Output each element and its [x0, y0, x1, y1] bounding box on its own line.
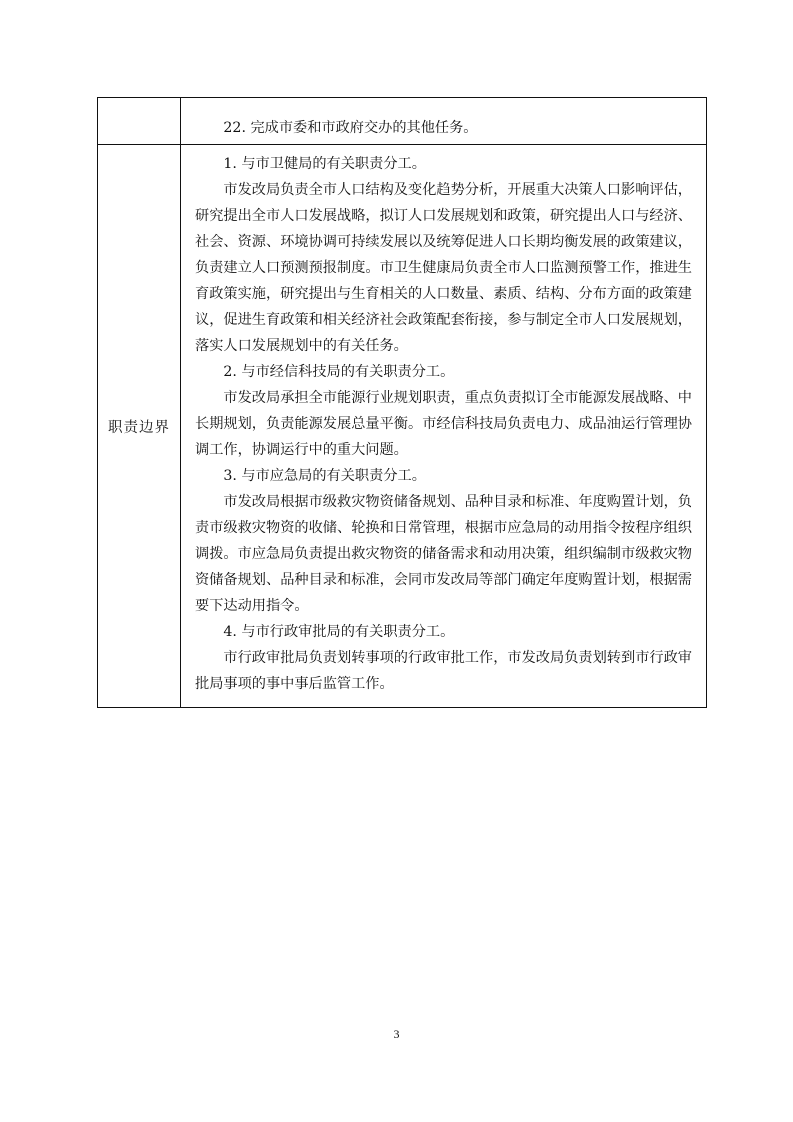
section-paragraph: 市行政审批局负责划转事项的行政审批工作，市发改局负责划转到市行政审批局事项的事中事后监管工作。 — [195, 650, 692, 692]
row-content-cell — [181, 98, 707, 145]
section-heading: 4. 与市行政审批局的有关职责分工。 — [223, 624, 455, 640]
table-row — [98, 98, 707, 145]
duty-boundary-label: 职责边界 — [108, 419, 170, 436]
section-paragraph: 市发改局根据市级救灾物资储备规划、品种目录和标准、年度购置计划，负责市级救灾物资的收储、轮换和日常管理，根据市应急局的动用指令按程序组织调拨。市应急局负责提出救灾物资的储备需求和动用决策，组织编制市级救灾物资储备规划、品种目录和标准，会同市发改局等部门确定年度购置计划，根据需要下达动用指令。 — [195, 494, 692, 614]
duty-table — [97, 97, 707, 708]
page-number: 3 — [393, 1027, 400, 1041]
table-row — [98, 145, 707, 708]
row-label-cell — [98, 145, 181, 708]
section-paragraph: 市发改局负责全市人口结构及变化趋势分析，开展重大决策人口影响评估，研究提出全市人口发展战略，拟订人口发展规划和政策，研究提出人口与经济、社会、资源、环境协调可持续发展以及统筹促进人口长期均衡发展的政策建议，负责建立人口预测预报制度。市卫生健康局负责全市人口监测预警工作，推进生育政策实施，研究提出与生育相关的人口数量、素质、结构、分布方面的政策建议，促进生育政策和相关经济社会政策配套衔接，参与制定全市人口发展规划，落实人口发展规划中的有关任务。 — [195, 182, 692, 354]
row-label-cell — [98, 98, 181, 145]
task-item-22: 22. 完成市委和市政府交办的其他任务。 — [223, 119, 478, 136]
section-heading: 1. 与市卫健局的有关职责分工。 — [223, 156, 426, 172]
section-paragraph: 市发改局承担全市能源行业规划职责，重点负责拟订全市能源发展战略、中长期规划，负责能源发展总量平衡。市经信科技局负责电力、成品油运行管理协调工作，协调运行中的重大问题。 — [195, 390, 692, 458]
section-heading: 3. 与市应急局的有关职责分工。 — [223, 468, 426, 484]
section-heading: 2. 与市经信科技局的有关职责分工。 — [223, 364, 455, 380]
row-content-cell — [181, 145, 707, 708]
